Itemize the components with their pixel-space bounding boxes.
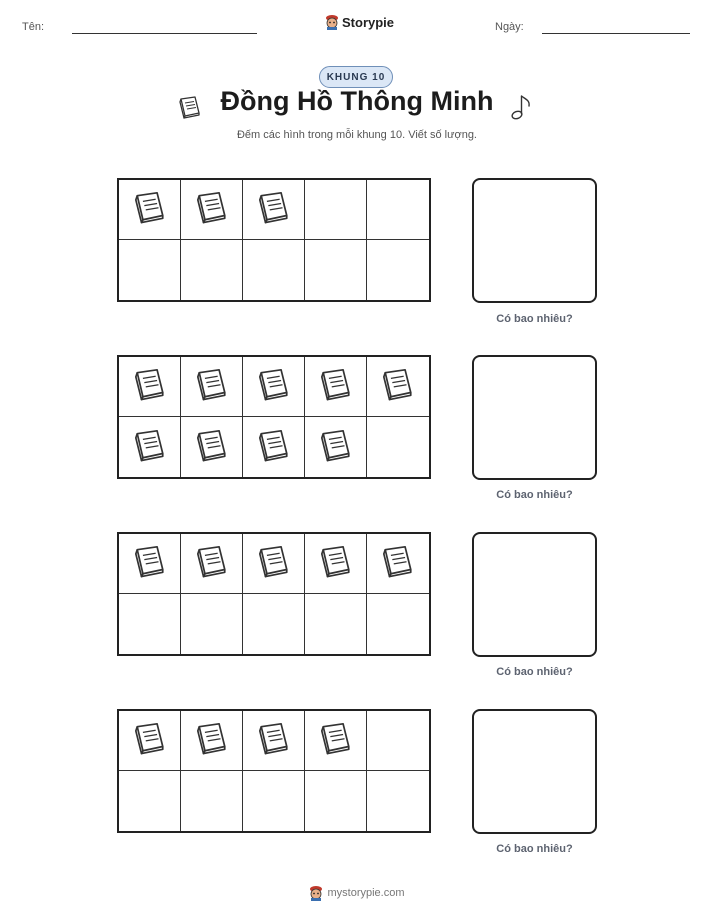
ten-frame-cell [367, 711, 429, 771]
ten-frame-cell [367, 594, 429, 654]
ten-frame-cell [305, 594, 367, 654]
brand-name: Storypie [342, 14, 395, 30]
ten-frame-cell [181, 534, 243, 594]
music-note-icon [510, 93, 534, 121]
ten-frame [117, 178, 431, 302]
book-icon [255, 721, 293, 760]
book-icon [131, 544, 169, 583]
storypie-mascot-icon [309, 885, 323, 901]
book-icon [131, 721, 169, 760]
ten-frame-cell [305, 240, 367, 300]
question-label: Có bao nhiêu? [496, 313, 573, 325]
ten-frame-cell [119, 594, 181, 654]
ten-frame-cell [181, 357, 243, 417]
ten-frame-cell [181, 240, 243, 300]
ten-frame [117, 709, 431, 833]
answer-box[interactable] [472, 532, 597, 657]
book-icon [317, 367, 355, 406]
ten-frame-cell [367, 771, 429, 831]
answer-box[interactable] [472, 709, 597, 834]
ten-frame-cell [305, 417, 367, 477]
question-label: Có bao nhiêu? [496, 666, 573, 678]
question-label: Có bao nhiêu? [496, 843, 573, 855]
ten-frame-cell [305, 180, 367, 240]
ten-frame-cell [367, 357, 429, 417]
ten-frame-cell [181, 417, 243, 477]
ten-frame-cell [243, 357, 305, 417]
brand-logo [325, 14, 394, 30]
storypie-mascot-icon [325, 14, 339, 30]
ten-frame-cell [367, 417, 429, 477]
book-icon [193, 190, 231, 229]
question-label: Có bao nhiêu? [496, 489, 573, 501]
book-icon [317, 544, 355, 583]
ten-frame-cell [243, 771, 305, 831]
ten-frame-cell [119, 180, 181, 240]
ten-frame-cell [367, 180, 429, 240]
name-label: Tên: [22, 21, 45, 33]
ten-frame-cell [119, 357, 181, 417]
ten-frame-cell [243, 180, 305, 240]
worksheet-badge: KHUNG 10 [319, 66, 393, 88]
ten-frame [117, 532, 431, 656]
book-icon [317, 428, 355, 467]
ten-frame-cell [367, 240, 429, 300]
book-icon [193, 544, 231, 583]
ten-frame-cell [119, 711, 181, 771]
footer [0, 885, 714, 901]
ten-frame-cell [243, 594, 305, 654]
instructions: Đếm các hình trong mỗi khung 10. Viết số lượng. [236, 129, 477, 141]
book-icon [317, 721, 355, 760]
ten-frame-cell [243, 534, 305, 594]
ten-frame-cell [181, 711, 243, 771]
ten-frame-cell [305, 357, 367, 417]
ten-frame-cell [305, 534, 367, 594]
ten-frame-cell [243, 240, 305, 300]
book-icon [131, 428, 169, 467]
answer-box[interactable] [472, 178, 597, 303]
book-icon [379, 544, 417, 583]
book-icon [131, 367, 169, 406]
book-icon [131, 190, 169, 229]
book-icon [193, 367, 231, 406]
ten-frame-cell [305, 771, 367, 831]
ten-frame-cell [243, 417, 305, 477]
page-title: Đồng Hồ Thông Minh [220, 86, 494, 116]
book-icon [255, 428, 293, 467]
answer-box[interactable] [472, 355, 597, 480]
date-label: Ngày: [495, 21, 524, 33]
ten-frame-cell [243, 711, 305, 771]
book-icon [255, 544, 293, 583]
book-icon [255, 190, 293, 229]
date-line[interactable] [542, 33, 690, 34]
book-icon [193, 428, 231, 467]
ten-frame-cell [181, 180, 243, 240]
ten-frame-cell [119, 417, 181, 477]
ten-frame-cell [119, 771, 181, 831]
ten-frame-cell [181, 771, 243, 831]
ten-frame-cell [181, 594, 243, 654]
book-icon [255, 367, 293, 406]
ten-frame-cell [305, 711, 367, 771]
ten-frame-cell [119, 534, 181, 594]
ten-frame-cell [119, 240, 181, 300]
name-line[interactable] [72, 33, 257, 34]
ten-frame-cell [367, 534, 429, 594]
footer-url: mystorypie.com [327, 887, 405, 899]
book-icon [193, 721, 231, 760]
ten-frame [117, 355, 431, 479]
book-icon [379, 367, 417, 406]
